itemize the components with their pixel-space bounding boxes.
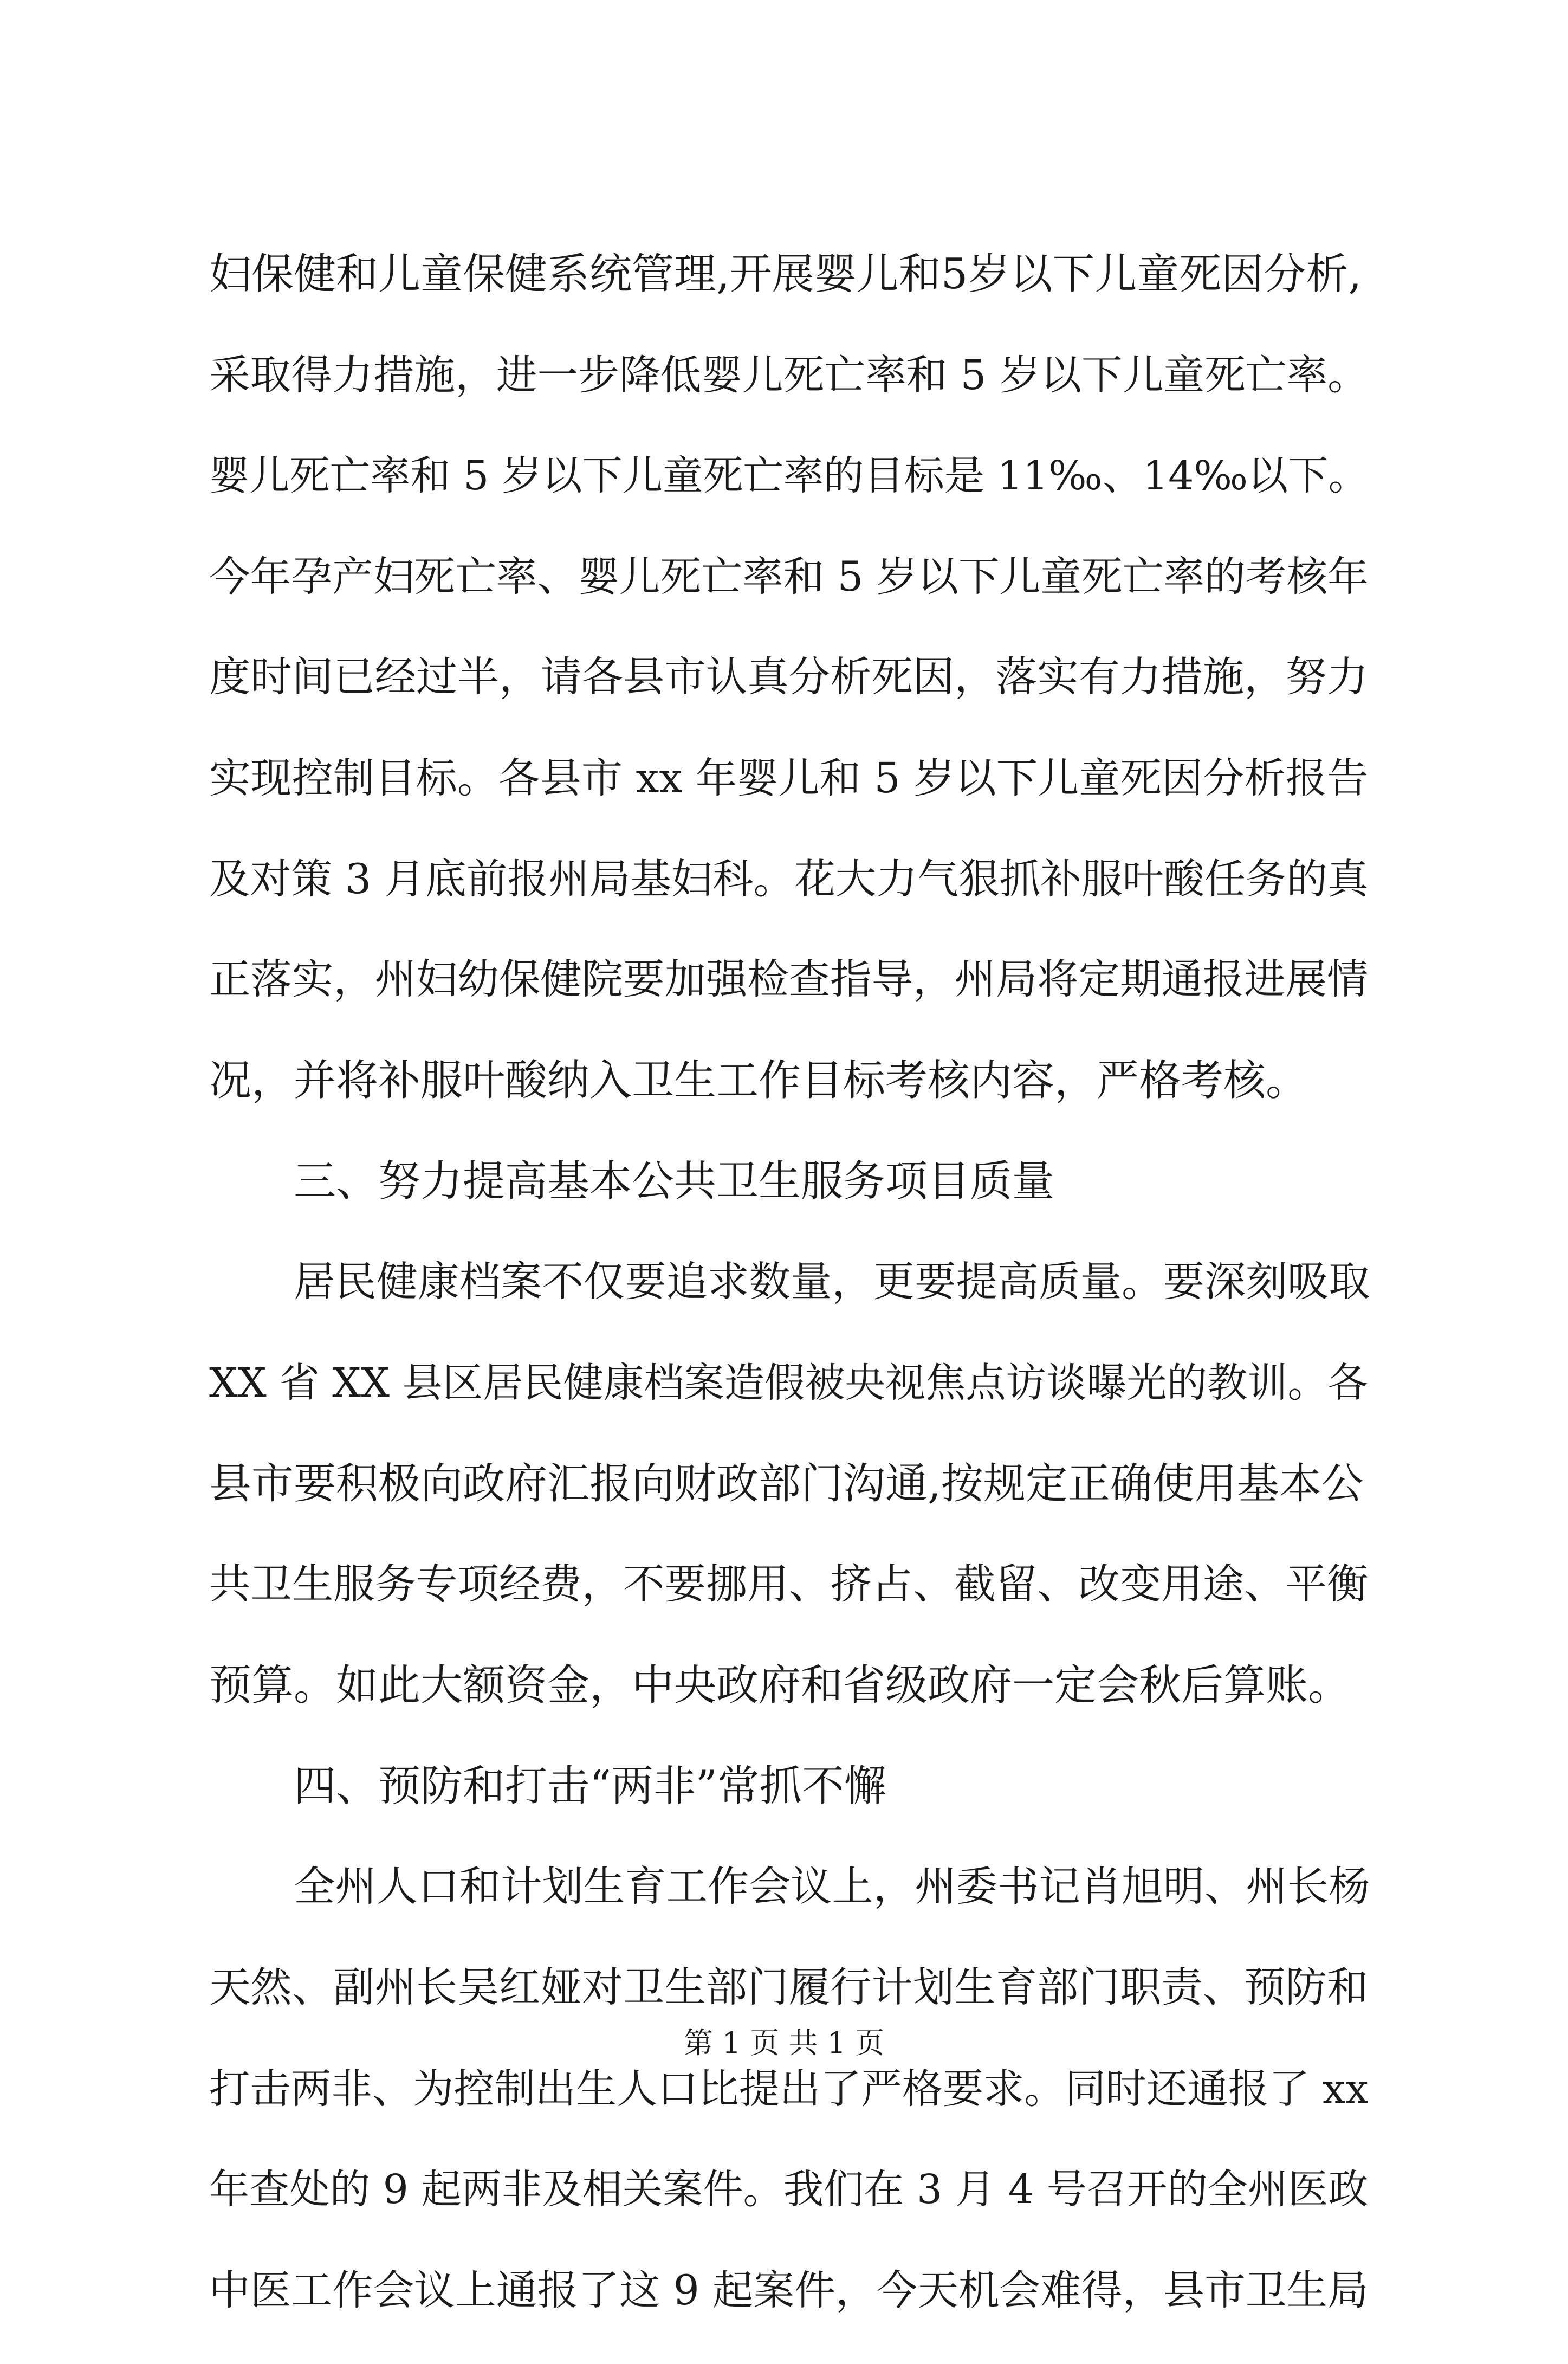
paragraph-first-line: 居民健康档案不仅要追求数量，更要提高质量。要深刻吸取 <box>294 1258 1370 1306</box>
text-line: 预算。如此大额资金，中央政府和省级政府一定会秋后算账。 <box>209 1661 1351 1710</box>
text-line: 共卫生服务专项经费，不要挪用、挤占、截留、改变用途、平衡 <box>209 1560 1369 1609</box>
section-heading: 四、预防和打击“两非”常抓不懈 <box>294 1762 886 1811</box>
section-heading: 三、努力提高基本公共卫生服务项目质量 <box>294 1157 1055 1206</box>
text-line: 妇保健和儿童保健系统管理,开展婴儿和5岁以下儿童死因分析, <box>209 250 1362 299</box>
text-line: 天然、副州长吴红娅对卫生部门履行计划生育部门职责、预防和 <box>209 1963 1369 2012</box>
text-line: 打击两非、为控制出生人口比提出了严格要求。同时还通报了 xx <box>209 2065 1369 2113</box>
text-line: 度时间已经过半，请各县市认真分析死因，落实有力措施，努力 <box>209 653 1369 701</box>
text-line: 正落实，州妇幼保健院要加强检查指导，州局将定期通报进展情 <box>209 955 1369 1004</box>
text-line: 采取得力措施，进一步降低婴儿死亡率和 5 岁以下儿童死亡率。 <box>209 351 1369 399</box>
text-line: XX 省 XX 县区居民健康档案造假被央视焦点访谈曝光的教训。各 <box>209 1359 1368 1406</box>
text-line: 婴儿死亡率和 5 岁以下儿童死亡率的目标是 11‰、14‰以下。 <box>209 452 1369 499</box>
text-line: 实现控制目标。各县市 xx 年婴儿和 5 岁以下儿童死因分析报告 <box>209 754 1369 802</box>
paragraph-first-line: 全州人口和计划生育工作会议上，州委书记肖旭明、州长杨 <box>294 1863 1370 1911</box>
text-line: 况，并将补服叶酸纳入卫生工作目标考核内容，严格考核。 <box>209 1056 1308 1105</box>
text-line: 中医工作会议上通报了这 9 起案件，今天机会难得，县市卫生局 <box>209 2266 1369 2314</box>
text-line: 今年孕产妇死亡率、婴儿死亡率和 5 岁以下儿童死亡率的考核年 <box>209 553 1369 600</box>
text-line: 县市要积极向政府汇报向财政部门沟通,按规定正确使用基本公 <box>209 1459 1364 1508</box>
text-line: 年查处的 9 起两非及相关案件。我们在 3 月 4 号召开的全州医政 <box>209 2166 1369 2213</box>
page-footer: 第 1 页 共 1 页 <box>683 2026 885 2060</box>
text-line: 及对策 3 月底前报州局基妇科。花大力气狠抓补服叶酸任务的真 <box>209 855 1369 903</box>
